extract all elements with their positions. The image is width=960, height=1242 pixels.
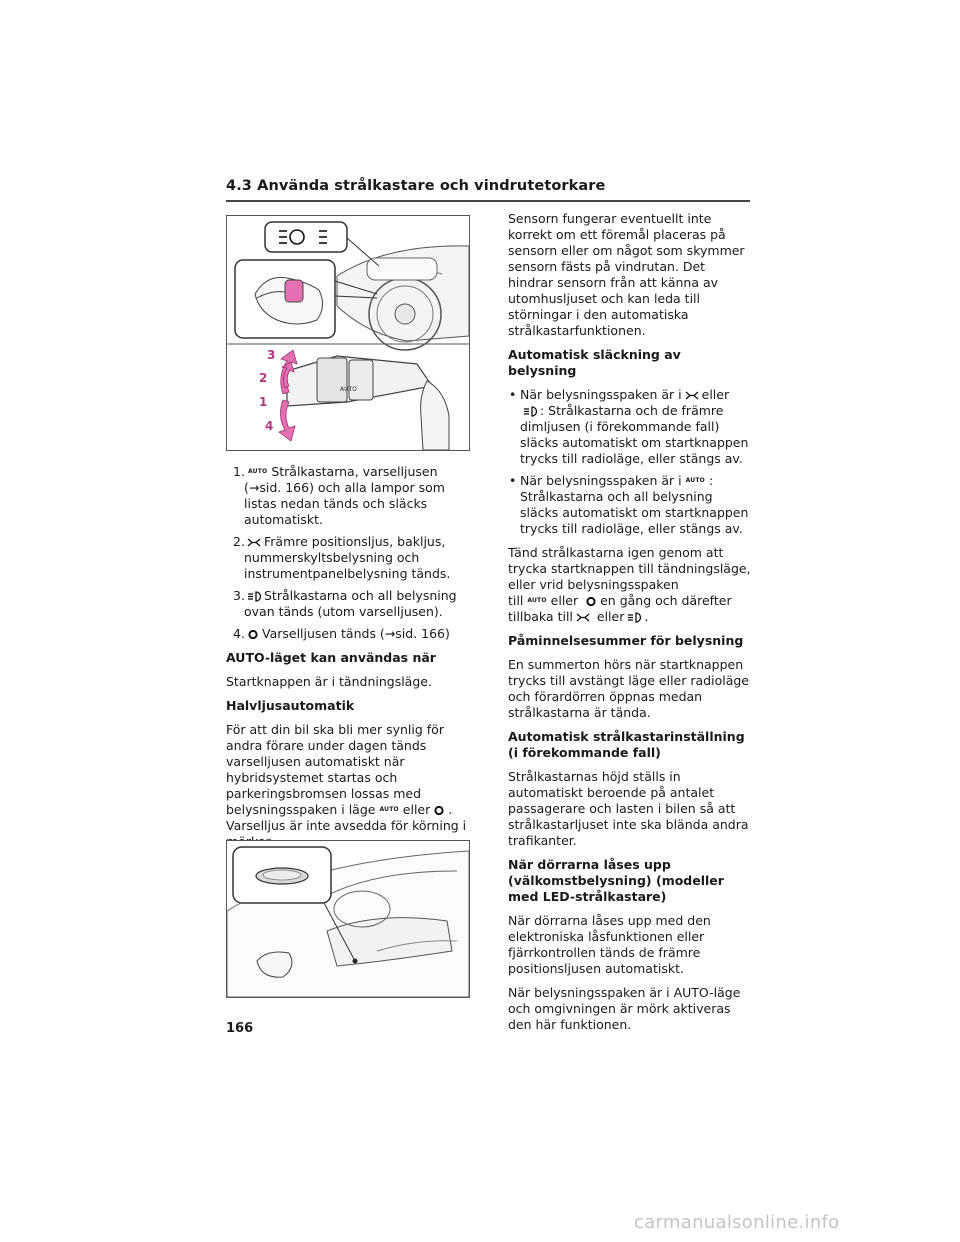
auto-icon: AUTO	[248, 468, 268, 475]
list-item	[226, 534, 470, 582]
position-label-2: 2	[259, 371, 268, 385]
left-column	[226, 215, 470, 882]
light-switch-figure	[226, 215, 470, 451]
heading-welcome-light: När dörrarna låses upp (välkomstbelysning) (modeller med LED-strålkastare)	[508, 857, 724, 904]
position-lights-icon	[576, 612, 590, 623]
sensor-location-figure	[226, 840, 470, 998]
bullet: •	[509, 387, 517, 402]
position-label-3: 3	[267, 348, 276, 362]
paragraph-turn-on-again: Tänd strålkastarna igen genom att trycka startknappen till tändningsläge, eller vrid belysningsspaken till $^{AUTO}$ eller en gång och därefter tillbaka till eller .	[508, 545, 751, 624]
drl-icon	[433, 805, 445, 816]
list-item	[226, 626, 470, 642]
drl-icon	[247, 629, 259, 640]
heading-halvljus: Halvljusautomatik	[226, 698, 355, 713]
sensor-illustration	[227, 841, 469, 997]
paragraph-leveling: Strålkastarnas höjd ställs in automatiskt beroende på antalet passagerare och lasten i bilen så att strålkastarljuset inte ska blända andra trafikanter.	[508, 769, 749, 848]
drl-icon	[585, 596, 597, 607]
page-number: 166	[226, 1021, 254, 1036]
light-switch-illustration	[227, 216, 469, 450]
item-text: Strålkastarna och all belysning ovan tänds (utom varselljusen).	[244, 588, 457, 619]
auto-icon: AUTO	[379, 806, 399, 813]
list-item: • När belysningsspaken är i $^{AUTO}$ : Strålkastarna och all belysning släcks automatiskt om startknappen trycks till radioläge, eller stängs av.	[509, 473, 749, 536]
bullet: •	[509, 473, 517, 488]
paragraph-reminder: En summerton hörs när startknappen trycks till avstängt läge eller radioläge och förardörren öppnas medan strålkastarna är tända.	[508, 657, 749, 720]
list-item	[226, 588, 470, 620]
paragraph-sensor: Sensorn fungerar eventuellt inte korrekt om ett föremål placeras på sensorn eller om något som skymmer sensorn fästs på vindrutan. Det hindrar sensorn från att känna av utomhusljuset och kan leda till störningar i den automatiska strålkastarfunktionen.	[508, 211, 745, 338]
item-text: Varselljusen tänds (→sid. 166)	[262, 626, 450, 641]
heading-auto-off: Automatisk släckning av belysning	[508, 347, 681, 378]
paragraph-welcome-1: När dörrarna låses upp med den elektroniska låsfunktionen eller fjärrkontrollen tänds de främre positionsljusen automatiskt.	[508, 913, 711, 976]
position-lights-icon	[685, 390, 699, 401]
item-number: 1.	[233, 464, 245, 479]
right-column	[508, 211, 752, 1041]
section-header	[226, 178, 750, 202]
heading-auto-mode: AUTO-läget kan användas när	[226, 650, 436, 665]
paragraph-welcome-2: När belysningsspaken är i AUTO-läge och omgivningen är mörk aktiveras den här funktionen.	[508, 985, 741, 1032]
headlight-icon	[523, 406, 537, 417]
heading-reminder: Påminnelsesummer för belysning	[508, 633, 744, 648]
paragraph-auto-mode: Startknappen är i tändningsläge.	[226, 674, 432, 689]
auto-icon: AUTO	[527, 597, 547, 604]
position-lights-icon	[247, 537, 261, 548]
watermark: carmanualsonline.info	[634, 1212, 840, 1233]
switch-position-list	[226, 464, 470, 642]
item-number: 3.	[233, 588, 245, 603]
headlight-icon	[247, 591, 261, 602]
auto-icon: AUTO	[685, 477, 705, 484]
list-item	[226, 464, 470, 528]
paragraph-halvljus: För att din bil ska bli mer synlig för andra förare under dagen tänds varselljusen automatiskt när hybridsystemet startas och parkeringsbromsen lossas med belysningsspaken i läge $^{AUTO}$ eller . Varselljus är inte avsedda för körning i	[226, 722, 467, 833]
auto-position-text: AUTO	[340, 386, 357, 393]
item-number: 2.	[233, 534, 245, 549]
position-label-4: 4	[265, 419, 274, 433]
header-rule	[226, 200, 750, 202]
headlight-icon	[627, 612, 641, 623]
section-title: 4.3 Använda strålkastare och vindrutetorkare	[226, 178, 606, 194]
heading-leveling: Automatisk strålkastarinställning (i förekommande fall)	[508, 729, 745, 760]
list-item: • När belysningsspaken är i eller : Strålkastarna och de främre dimljusen (i förekommande fall) släcks automatiskt om startknappen trycks till radioläge, eller stängs av.	[509, 387, 749, 466]
item-text: Främre positionsljus, bakljus, nummerskyltsbelysning och instrumentpanelbelysning tänds.	[244, 534, 451, 581]
item-text: Strålkastarna, varselljusen (→sid. 166) och alla lampor som listas nedan tänds och släcks automatiskt.	[244, 464, 445, 527]
auto-off-list	[508, 387, 752, 537]
position-label-1: 1	[259, 395, 268, 409]
item-number: 4.	[233, 626, 245, 641]
